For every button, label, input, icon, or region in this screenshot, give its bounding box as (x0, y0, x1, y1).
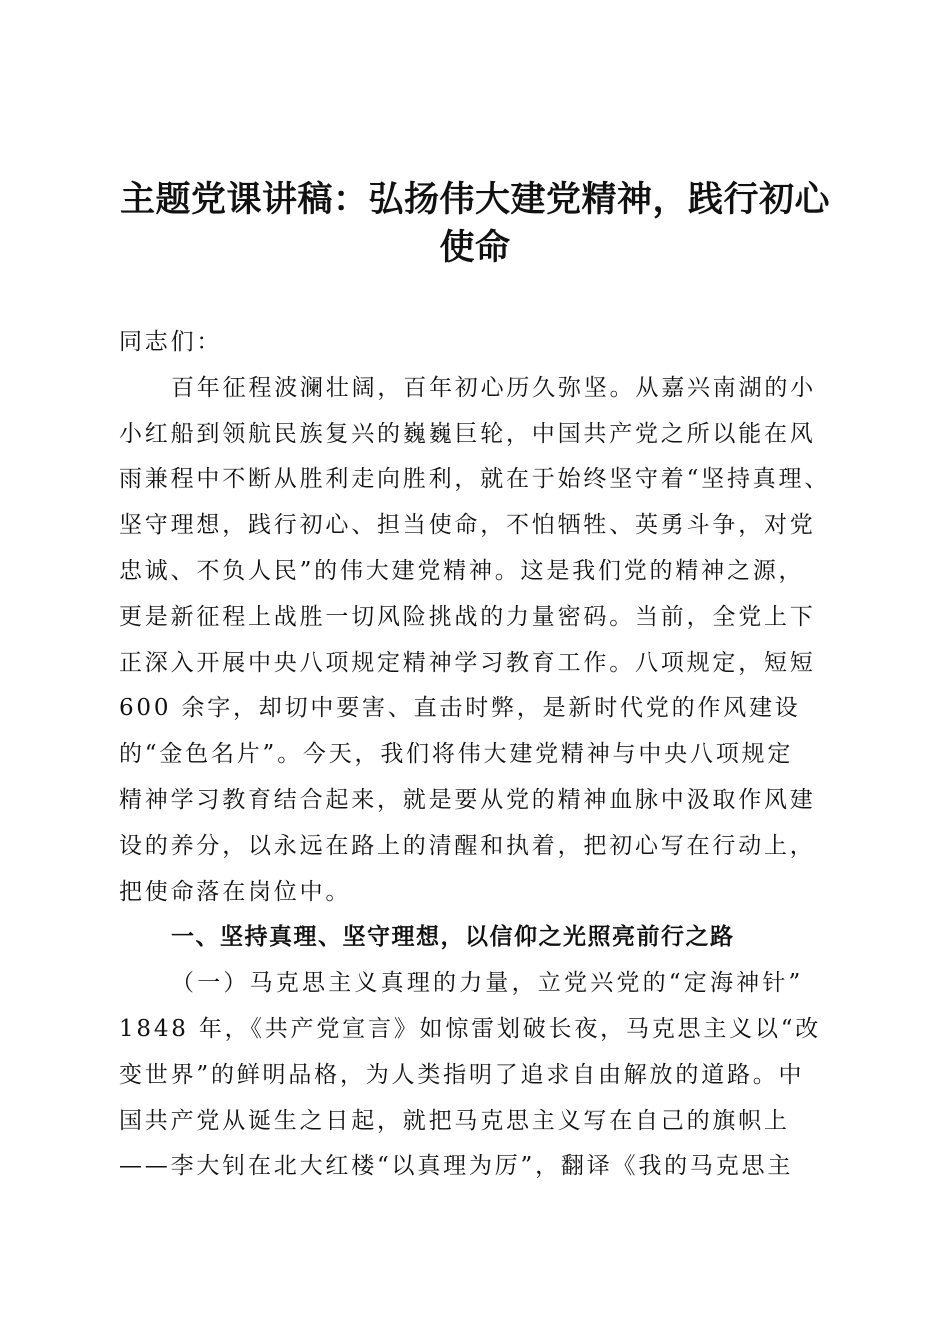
paragraph-line: 正深入开展中央八项规定精神学习教育工作。八项规定，短短 (119, 649, 816, 676)
paragraph-line: 坚守理想，践行初心、担当使命，不怕牺牲、英勇斗争，对党 (119, 512, 816, 539)
paragraph-line: 变世界”的鲜明品格，为人类指明了追求自由解放的道路。中 (119, 1061, 805, 1088)
paragraph-line: 国共产党从诞生之日起，就把马克思主义写在自己的旗帜上 (119, 1107, 790, 1134)
paragraph-line: 设的养分，以永远在路上的清醒和执着，把初心写在行动上， (119, 832, 816, 859)
section-heading: 一、坚持真理、坚守理想，以信仰之光照亮前行之路 (171, 924, 735, 951)
document-body (119, 320, 834, 1190)
paragraph-line: 1848 年，《共产党宣言》如惊雷划破长夜，马克思主义以“改 (119, 1015, 822, 1042)
paragraph-line: 精神学习教育结合起来，就是要从党的精神血脉中汲取作风建 (119, 786, 816, 813)
paragraph-line: ——李大钊在北大红楼“以真理为厉”，翻译《我的马克思主 (119, 1153, 794, 1180)
document-title (110, 176, 840, 272)
paragraph-line: 更是新征程上战胜一切风险挑战的力量密码。当前，全党上下 (119, 603, 816, 630)
salutation: 同志们： (119, 329, 223, 355)
paragraph-line: 百年征程波澜壮阔，百年初心历久弥坚。从嘉兴南湖的小 (171, 374, 816, 401)
paragraph-line: 的“金色名片”。今天，我们将伟大建党精神与中央八项规定 (119, 741, 794, 768)
paragraph-line: 600 余字，却切中要害、直击时弊，是新时代党的作风建设 (119, 695, 801, 722)
paragraph-line: 小红船到领航民族复兴的巍巍巨轮，中国共产党之所以能在风 (119, 420, 816, 447)
paragraph-line: 雨兼程中不断从胜利走向胜利，就在于始终坚守着“坚持真理、 (119, 466, 831, 493)
paragraph-line: 忠诚、不负人民”的伟大建党精神。这是我们党的精神之源， (119, 557, 805, 584)
paragraph-line: 把使命落在岗位中。 (119, 878, 352, 905)
title-line-1: 主题党课讲稿：弘扬伟大建党精神，践行初心 (119, 180, 830, 220)
subsection-heading: （一）马克思主义真理的力量，立党兴党的“定海神针” (171, 970, 804, 997)
title-line-2: 使命 (439, 228, 511, 268)
